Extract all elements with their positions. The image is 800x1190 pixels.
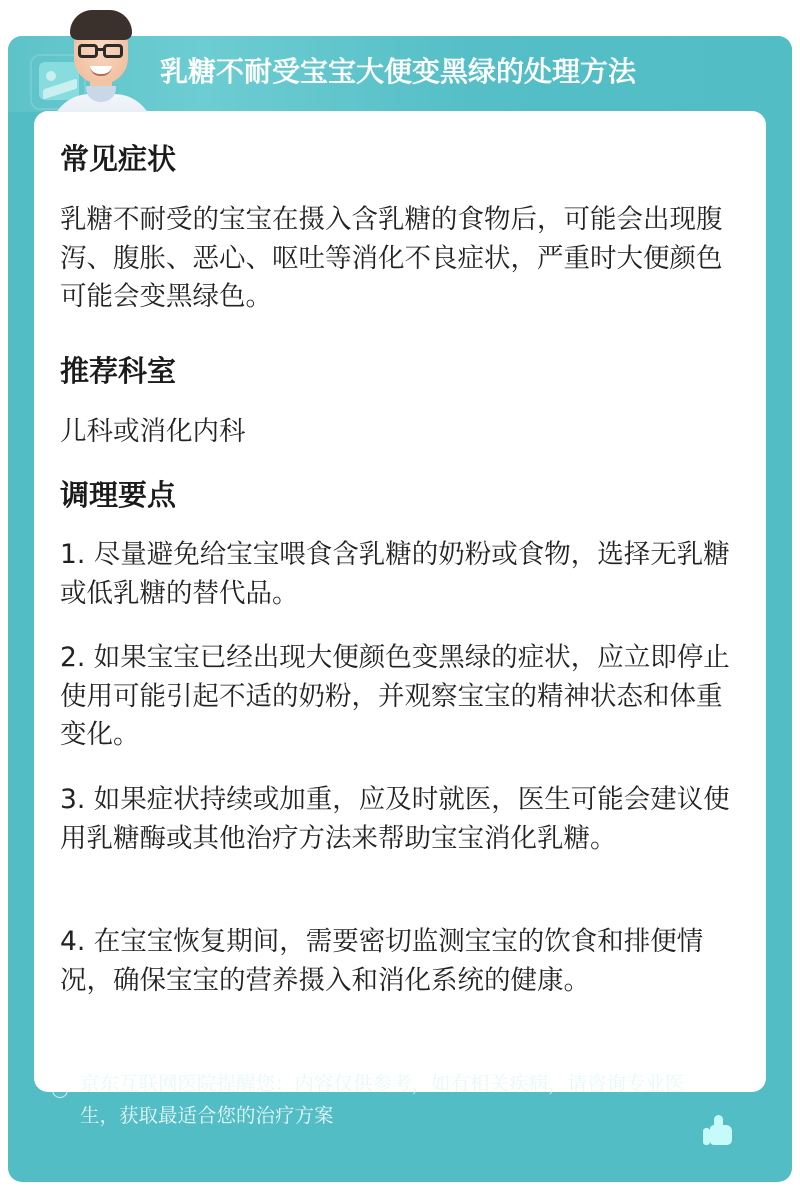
section-title-department: 推荐科室: [60, 354, 177, 388]
department-text: 儿科或消化内科: [60, 416, 246, 447]
page-title: 乳糖不耐受宝宝大便变黑绿的处理方法: [160, 55, 637, 88]
info-icon: !: [52, 1082, 68, 1098]
care-point-item: 4. 在宝宝恢复期间，需要密切监测宝宝的饮食和排便情况，确保宝宝的营养摄入和消化系统的健康。: [60, 926, 704, 996]
thumbs-up-icon[interactable]: [703, 1115, 735, 1145]
care-point-item: 2. 如果宝宝已经出现大便颜色变黑绿的症状，应立即停止使用可能引起不适的奶粉，并观察宝宝的精神状态和体重变化。: [60, 642, 730, 750]
disclaimer-text: 京东互联网医院提醒您：内容仅供参考，如有相关疾病，请咨询专业医生，获取最适合您的治疗方案: [80, 1072, 685, 1127]
doctor-avatar: [44, 8, 160, 112]
section-title-care-points: 调理要点: [60, 478, 177, 512]
content-panel: [8, 36, 792, 1182]
care-point-item: 3. 如果症状持续或加重，应及时就医，医生可能会建议使用乳糖酶或其他治疗方法来帮助宝宝消化乳糖。: [60, 784, 730, 854]
symptoms-text: 乳糖不耐受的宝宝在摄入含乳糖的食物后，可能会出现腹泻、腹胀、恶心、呕吐等消化不良症状，严重时大便颜色可能会变黑绿色。: [60, 204, 723, 312]
care-point-item: 1. 尽量避免给宝宝喂食含乳糖的奶粉或食物，选择无乳糖或低乳糖的替代品。: [60, 539, 730, 609]
article-card: [34, 111, 766, 1092]
section-title-symptoms: 常见症状: [60, 142, 177, 176]
